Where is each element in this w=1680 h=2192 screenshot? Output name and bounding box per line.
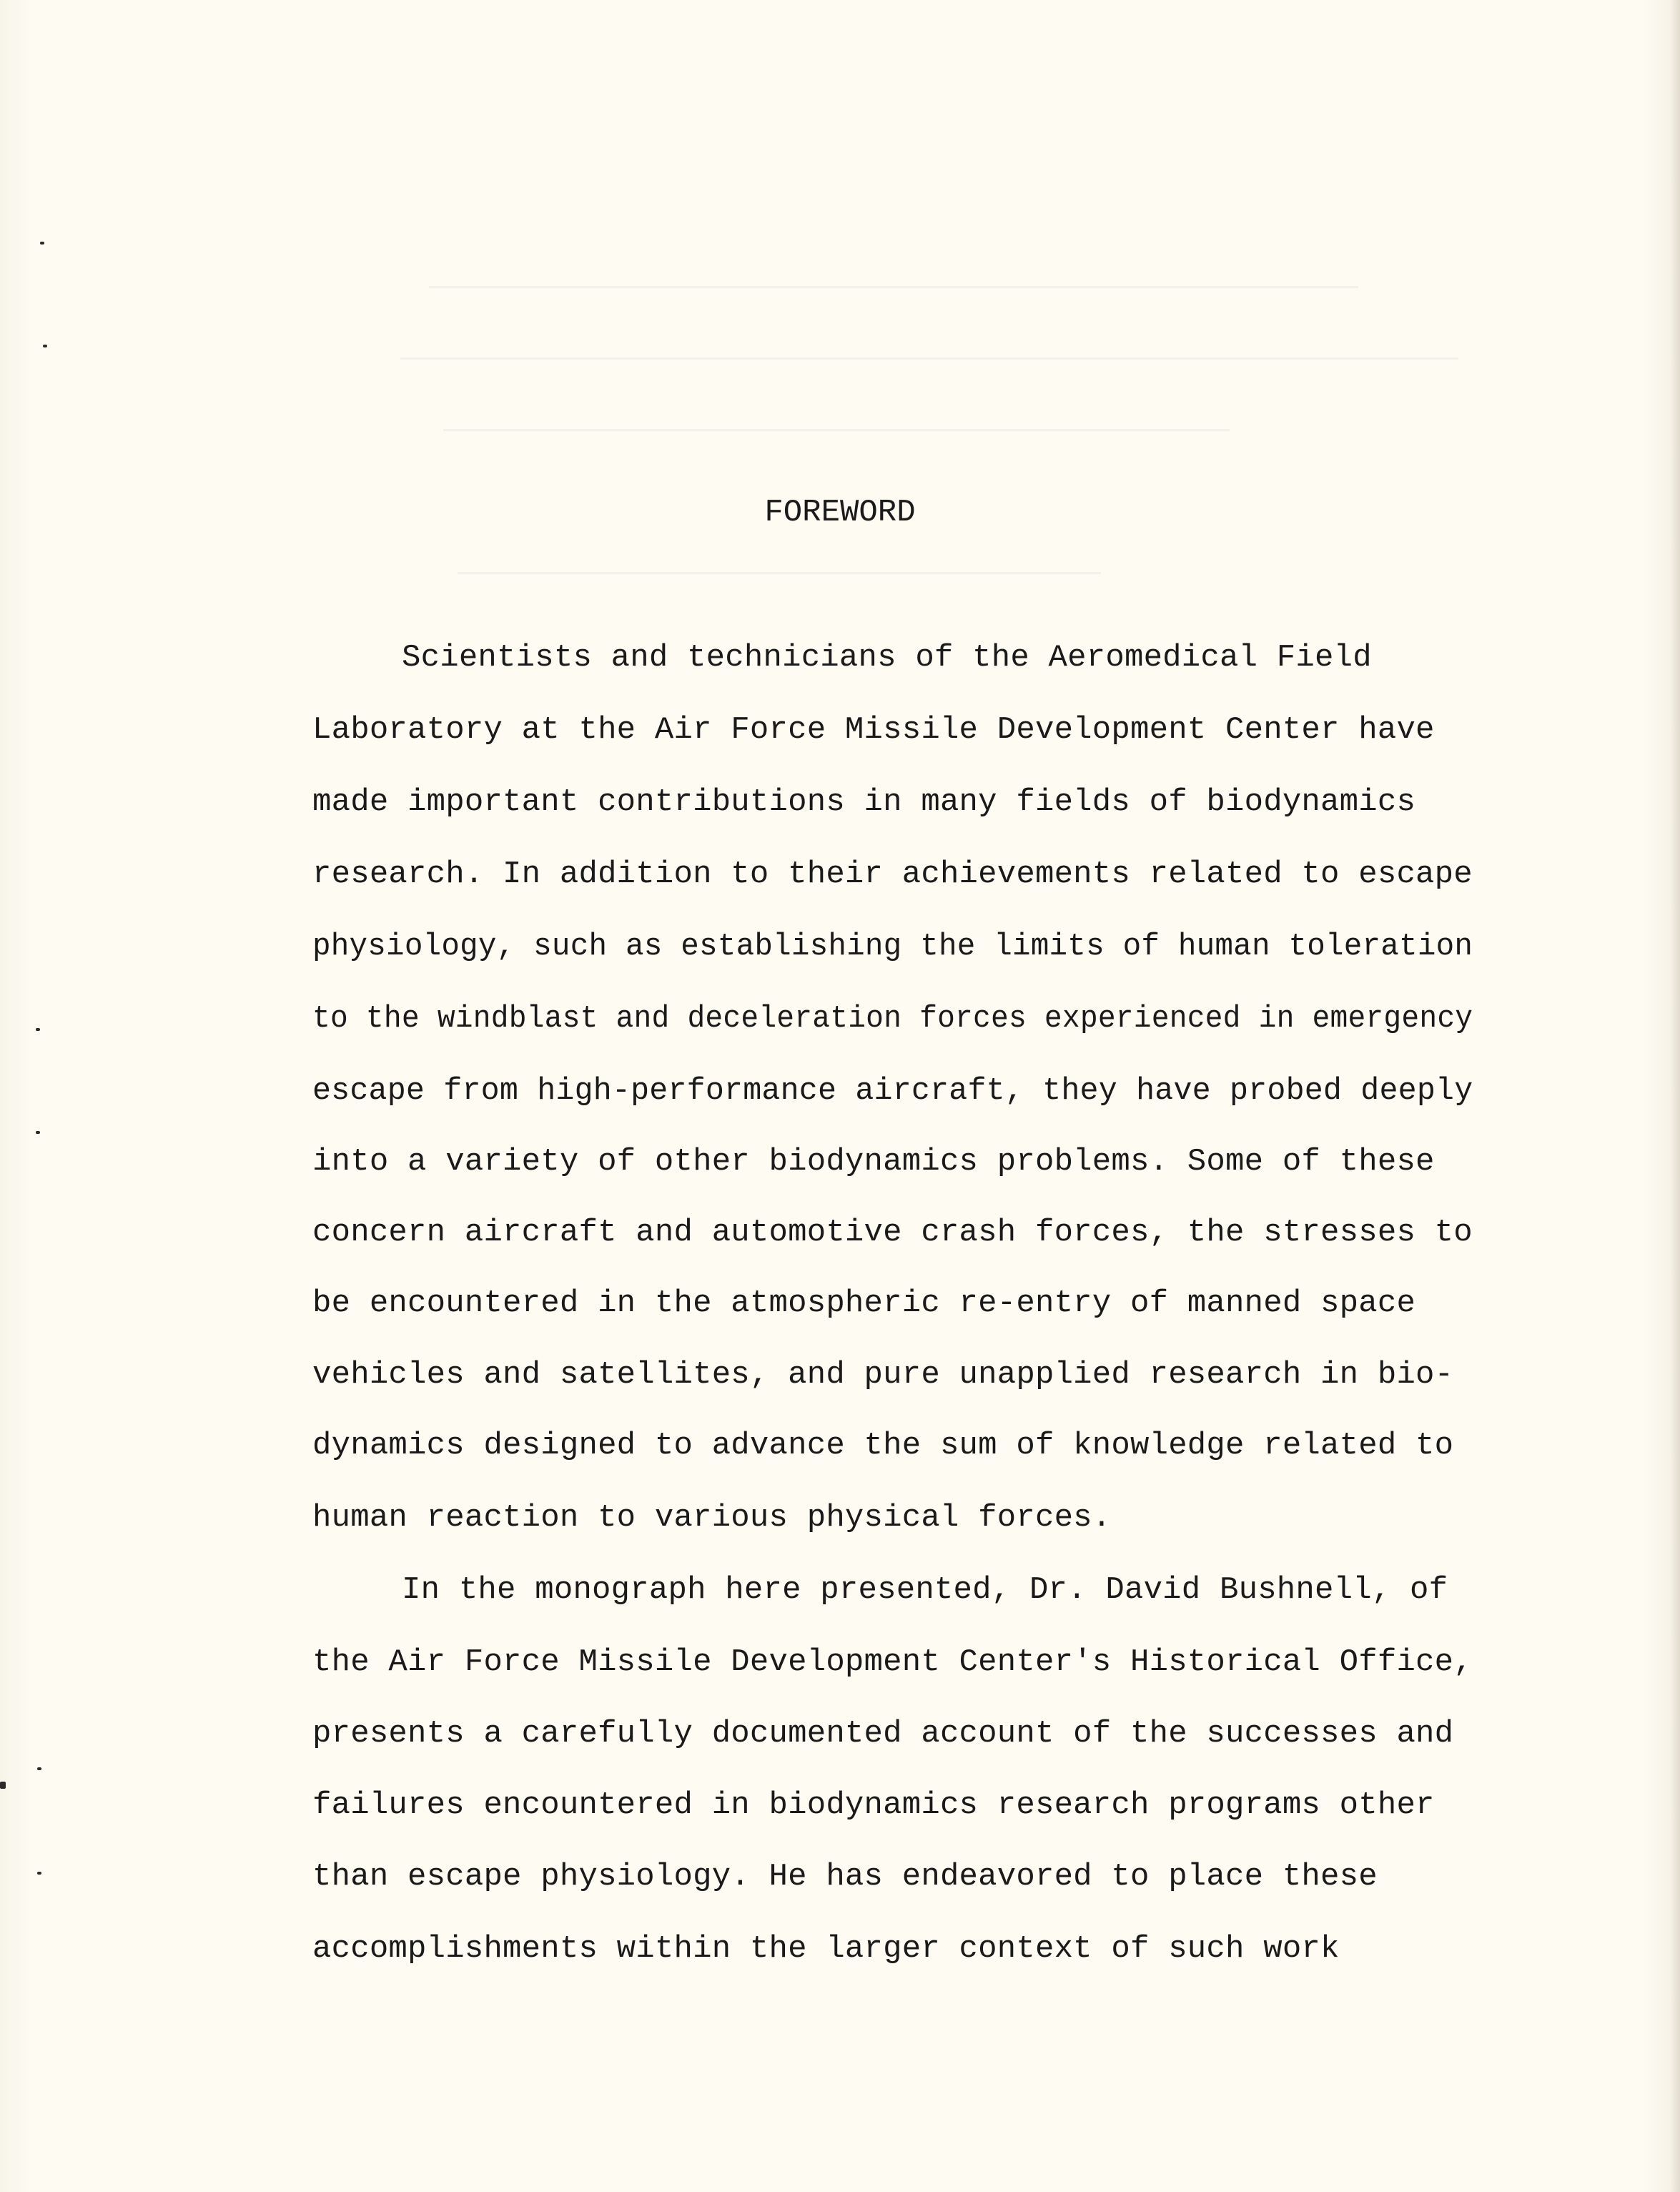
paragraph-line: accomplishments within the larger context of such work [312,1931,1340,1967]
margin-speck [40,242,44,245]
paragraph-line: research. In addition to their achievements related to escape [312,856,1473,892]
paragraph-line: escape from high-performance aircraft, they have probed deeply [312,1073,1473,1109]
margin-speck [0,1782,6,1789]
paragraph-line: Scientists and technicians of the Aeromedical Field [402,640,1372,676]
margin-speck [37,1872,41,1875]
paragraph-line: Laboratory at the Air Force Missile Development Center have [312,712,1435,748]
paragraph-line: to the windblast and deceleration forces experienced in emergency [312,1001,1473,1037]
paragraph-line: vehicles and satellites, and pure unapplied research in bio- [312,1357,1454,1393]
margin-speck [36,1028,40,1031]
page-edge-shadow [1670,0,1680,2192]
margin-speck [37,1767,41,1770]
paragraph-line: dynamics designed to advance the sum of knowledge related to [312,1428,1454,1463]
bleed-through-line [458,572,1101,574]
bleed-through-line [400,357,1458,360]
paragraph-line: be encountered in the atmospheric re-entry of manned space [312,1285,1416,1321]
bleed-through-line [429,286,1358,288]
paragraph-line: human reaction to various physical forces. [312,1500,1112,1536]
margin-speck [43,345,47,347]
paragraph-line: than escape physiology. He has endeavored to place these [312,1859,1378,1895]
paragraph-line: concern aircraft and automotive crash forces, the stresses to [312,1215,1473,1250]
paragraph-line: presents a carefully documented account of the successes and [312,1716,1454,1752]
bleed-through-line [443,429,1230,431]
paragraph-line: In the monograph here presented, Dr. David Bushnell, of [402,1572,1448,1608]
paragraph-line: made important contributions in many fields of biodynamics [312,784,1416,820]
page-title: FOREWORD [764,495,916,530]
margin-speck [36,1131,40,1134]
paragraph-line: failures encountered in biodynamics research programs other [312,1787,1435,1823]
paragraph-line: the Air Force Missile Development Center's Historical Office, [312,1644,1473,1680]
paragraph-line: physiology, such as establishing the limits of human toleration [312,929,1473,964]
paragraph-line: into a variety of other biodynamics problems. Some of these [312,1144,1435,1180]
